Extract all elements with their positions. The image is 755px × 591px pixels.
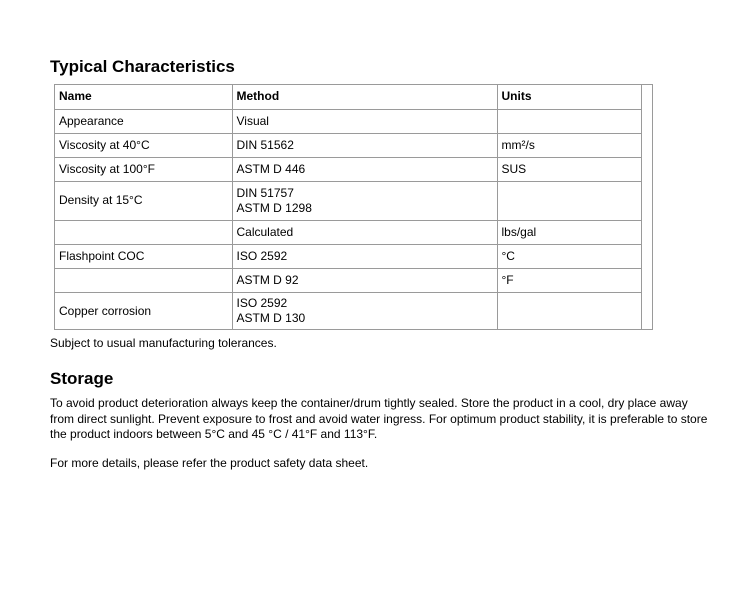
- section-title-storage: Storage: [50, 369, 114, 388]
- table-row: [55, 157, 641, 181]
- section-title-typical-characteristics: Typical Characteristics: [50, 57, 235, 76]
- cell-name: Flashpoint COC: [55, 244, 232, 268]
- cell-units: mm²/s: [497, 133, 641, 157]
- cell-method: ASTM D 92: [232, 268, 497, 292]
- cell-units: [497, 109, 641, 133]
- safety-data-sheet-note: For more details, please refer the product safety data sheet.: [50, 456, 369, 470]
- storage-paragraph: To avoid product deterioration always keep the container/drum tightly sealed. Store the product in a cool, dry place away from direct sunlight. Prevent exposure to frost and avoid water ingress. For optimum product stability, it is preferable to store the product indoors between 5°C and 45 °C / 41°F and 113°F.: [50, 396, 708, 441]
- table-row: [55, 292, 641, 330]
- cell-method: [232, 181, 497, 220]
- cell-units: lbs/gal: [497, 220, 641, 244]
- cell-method: Calculated: [232, 220, 497, 244]
- tolerance-note: Subject to usual manufacturing tolerances.: [50, 336, 277, 350]
- cell-name: Density at 15°C: [55, 181, 232, 220]
- cell-units: [497, 181, 641, 220]
- characteristics-table-frame: [54, 84, 653, 330]
- cell-units: °C: [497, 244, 641, 268]
- cell-units: °F: [497, 268, 641, 292]
- cell-units: [497, 292, 641, 330]
- header-name: Name: [55, 85, 232, 109]
- cell-method: ASTM D 446: [232, 157, 497, 181]
- cell-method: [232, 292, 497, 330]
- header-units: Units: [497, 85, 641, 109]
- cell-name: Copper corrosion: [55, 292, 232, 330]
- cell-method-line: ASTM D 130: [236, 311, 306, 326]
- header-method: Method: [232, 85, 497, 109]
- cell-name: Viscosity at 40°C: [55, 133, 232, 157]
- table-row: [55, 268, 641, 292]
- cell-name: [55, 268, 232, 292]
- table-row: [55, 181, 641, 220]
- cell-method-line: ISO 2592: [236, 296, 288, 311]
- cell-method-line: DIN 51757: [236, 185, 294, 200]
- cell-units: SUS: [497, 157, 641, 181]
- table-row: [55, 133, 641, 157]
- cell-name: Appearance: [55, 109, 232, 133]
- cell-method: Visual: [232, 109, 497, 133]
- characteristics-table: [55, 85, 642, 330]
- cell-name: [55, 220, 232, 244]
- cell-method: ISO 2592: [232, 244, 497, 268]
- table-row: [55, 109, 641, 133]
- cell-name: Viscosity at 100°F: [55, 157, 232, 181]
- table-row: [55, 220, 641, 244]
- table-row: [55, 244, 641, 268]
- table-header-row: [55, 85, 641, 109]
- cell-method-line: ASTM D 1298: [236, 200, 312, 215]
- cell-method: DIN 51562: [232, 133, 497, 157]
